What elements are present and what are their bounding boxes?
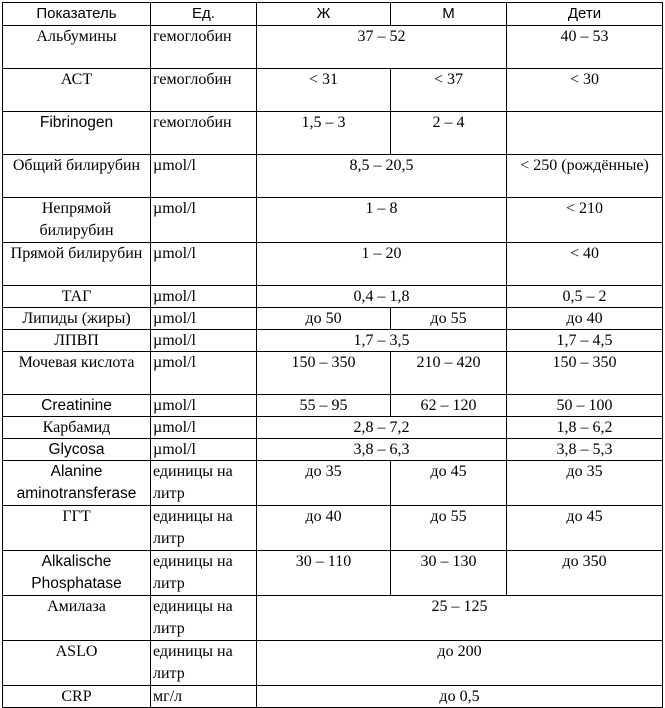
male-range: < 37 [391, 69, 507, 112]
table-row [3, 352, 663, 395]
indicator-name: Glycosa [3, 439, 151, 461]
table-row [3, 596, 663, 641]
table-row [3, 243, 663, 286]
indicator-name: Fibrinogen [3, 112, 151, 155]
children-range: 1,7 – 4,5 [507, 330, 663, 352]
unit: µmol/l [151, 155, 257, 198]
adult-range: 37 – 52 [257, 26, 507, 69]
indicator-name: ГГТ [3, 506, 151, 551]
indicator-name: ASLO [3, 641, 151, 686]
unit: единицы на литр [151, 506, 257, 551]
table-row [3, 461, 663, 506]
children-range: < 40 [507, 243, 663, 286]
male-range: 30 – 130 [391, 551, 507, 596]
indicator-name: CRP [3, 686, 151, 708]
female-range: 1,5 – 3 [257, 112, 391, 155]
all-range: до 0,5 [257, 686, 663, 708]
table-row [3, 506, 663, 551]
table-row [3, 439, 663, 461]
female-range: до 40 [257, 506, 391, 551]
header-male: М [391, 3, 507, 26]
male-range: 62 – 120 [391, 395, 507, 417]
unit: µmol/l [151, 286, 257, 308]
children-range: 40 – 53 [507, 26, 663, 69]
table-row [3, 417, 663, 439]
unit: µmol/l [151, 330, 257, 352]
indicator-name: Альбумины [3, 26, 151, 69]
children-range: < 250 (рождённые) [507, 155, 663, 198]
unit: гемоглобин [151, 112, 257, 155]
female-range: 55 – 95 [257, 395, 391, 417]
male-range: до 55 [391, 308, 507, 330]
header-unit: Ед. [151, 3, 257, 26]
unit: единицы на литр [151, 596, 257, 641]
adult-range: 2,8 – 7,2 [257, 417, 507, 439]
table-row [3, 395, 663, 417]
male-range: 210 – 420 [391, 352, 507, 395]
unit: µmol/l [151, 243, 257, 286]
unit: µmol/l [151, 198, 257, 243]
female-range: 30 – 110 [257, 551, 391, 596]
children-range: до 350 [507, 551, 663, 596]
female-range: 150 – 350 [257, 352, 391, 395]
table-row [3, 330, 663, 352]
female-range: < 31 [257, 69, 391, 112]
children-range: 50 – 100 [507, 395, 663, 417]
unit: µmol/l [151, 439, 257, 461]
unit: мг/л [151, 686, 257, 708]
children-range: 150 – 350 [507, 352, 663, 395]
all-range: 25 – 125 [257, 596, 663, 641]
indicator-name: ЛПВП [3, 330, 151, 352]
table-row [3, 69, 663, 112]
male-range: до 45 [391, 461, 507, 506]
table-row [3, 308, 663, 330]
unit: µmol/l [151, 417, 257, 439]
male-range: 2 – 4 [391, 112, 507, 155]
indicator-name: Alanine aminotransferase [3, 461, 151, 506]
unit: гемоглобин [151, 69, 257, 112]
table-row [3, 112, 663, 155]
table-row [3, 641, 663, 686]
children-range: 1,8 – 6,2 [507, 417, 663, 439]
female-range: до 50 [257, 308, 391, 330]
header-female: Ж [257, 3, 391, 26]
table-row [3, 286, 663, 308]
header-children: Дети [507, 3, 663, 26]
indicator-name: Creatinine [3, 395, 151, 417]
indicator-name: Alkalische Phosphatase [3, 551, 151, 596]
children-range: до 45 [507, 506, 663, 551]
indicator-name: Липиды (жиры) [3, 308, 151, 330]
children-range: < 210 [507, 198, 663, 243]
children-range [507, 112, 663, 155]
table-row [3, 155, 663, 198]
table-row [3, 26, 663, 69]
children-range: до 35 [507, 461, 663, 506]
indicator-name: Карбамид [3, 417, 151, 439]
table-row [3, 198, 663, 243]
adult-range: 8,5 – 20,5 [257, 155, 507, 198]
unit: гемоглобин [151, 26, 257, 69]
unit: единицы на литр [151, 461, 257, 506]
all-range: до 200 [257, 641, 663, 686]
adult-range: 1,7 – 3,5 [257, 330, 507, 352]
reference-values-table [2, 2, 663, 708]
header-indicator: Показатель [3, 3, 151, 26]
unit: единицы на литр [151, 551, 257, 596]
unit: единицы на литр [151, 641, 257, 686]
indicator-name: Непрямой билирубин [3, 198, 151, 243]
children-range: 3,8 – 5,3 [507, 439, 663, 461]
indicator-name: Общий билирубин [3, 155, 151, 198]
children-range: < 30 [507, 69, 663, 112]
header-row [3, 3, 663, 26]
indicator-name: Прямой билирубин [3, 243, 151, 286]
table-row [3, 551, 663, 596]
unit: µmol/l [151, 395, 257, 417]
indicator-name: ТАГ [3, 286, 151, 308]
unit: µmol/l [151, 308, 257, 330]
male-range: до 55 [391, 506, 507, 551]
unit: µmol/l [151, 352, 257, 395]
table-row [3, 686, 663, 708]
female-range: до 35 [257, 461, 391, 506]
adult-range: 1 – 8 [257, 198, 507, 243]
adult-range: 0,4 – 1,8 [257, 286, 507, 308]
indicator-name: Амилаза [3, 596, 151, 641]
children-range: 0,5 – 2 [507, 286, 663, 308]
indicator-name: АСТ [3, 69, 151, 112]
adult-range: 1 – 20 [257, 243, 507, 286]
children-range: до 40 [507, 308, 663, 330]
indicator-name: Мочевая кислота [3, 352, 151, 395]
adult-range: 3,8 – 6,3 [257, 439, 507, 461]
